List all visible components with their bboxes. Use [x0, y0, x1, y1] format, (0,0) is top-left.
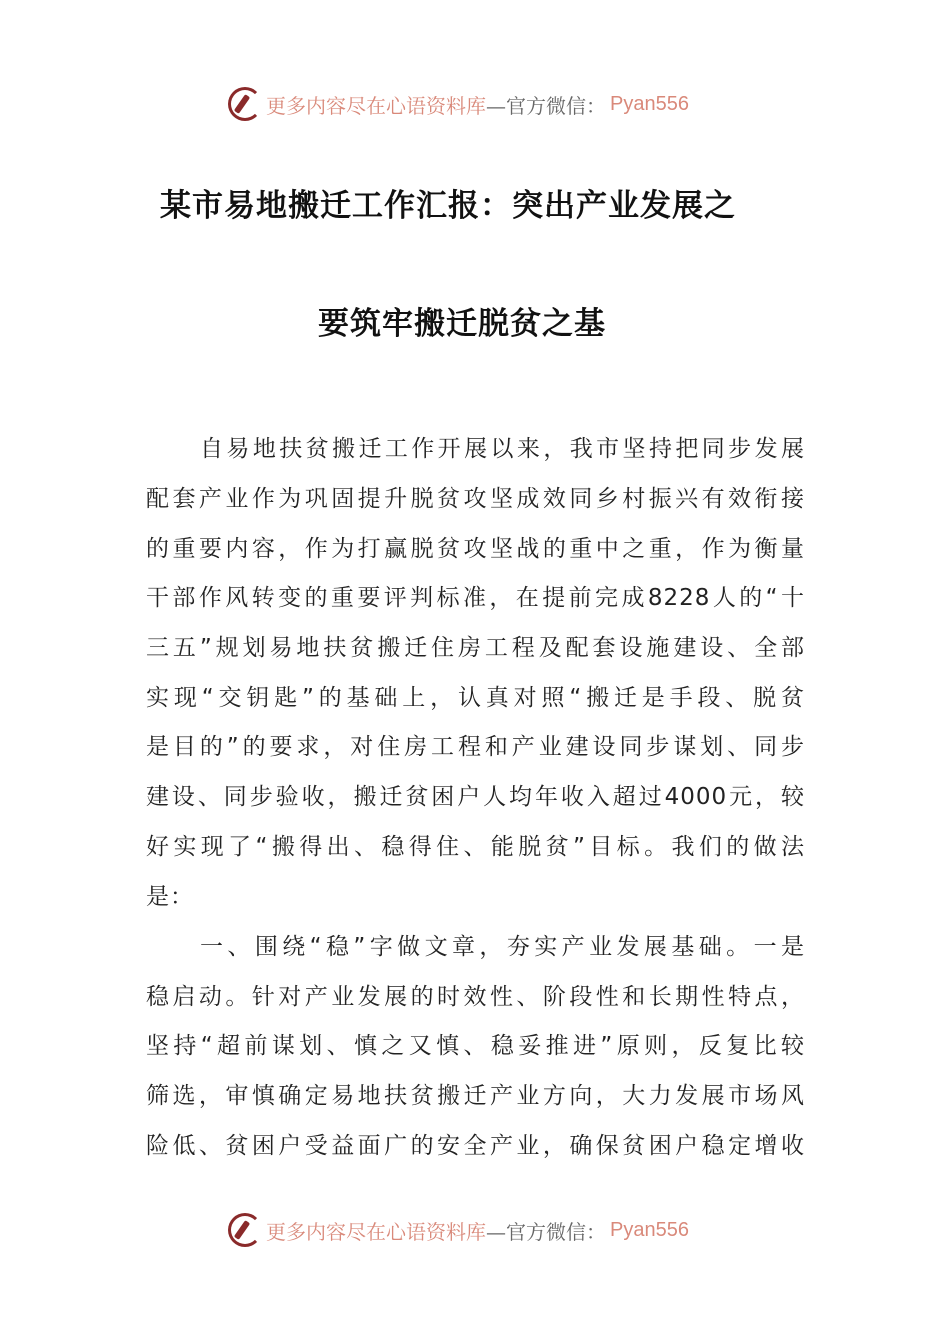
body-line: 筛选，审慎确定易地扶贫搬迁产业方向，大力发展市场风 — [146, 1083, 805, 1109]
watermark-header — [228, 86, 689, 122]
body-line: 一、围绕“稳”字做文章，夯实产业发展基础。一是 — [200, 934, 805, 960]
watermark-wechat-id: Pyan556 — [610, 1218, 689, 1241]
body-line: 是： — [146, 884, 194, 910]
body-line: 自易地扶贫搬迁工作开展以来，我市坚持把同步发展 — [200, 436, 805, 462]
watermark-footer — [228, 1212, 689, 1248]
body-line: 实现“交钥匙”的基础上，认真对照“搬迁是手段、脱贫 — [146, 685, 805, 711]
body-line: 好实现了“搬得出、稳得住、能脱贫”目标。我们的做法 — [146, 834, 805, 860]
body-line: 险低、贫困户受益面广的安全产业，确保贫困户稳定增收 — [146, 1133, 805, 1159]
body-line: 是目的”的要求，对住房工程和产业建设同步谋划、同步 — [146, 734, 805, 760]
watermark-text: 更多内容尽在心语资料库 — [266, 1219, 486, 1244]
quill-logo-icon — [228, 87, 262, 121]
body-line: 坚持“超前谋划、慎之又慎、稳妥推进”原则，反复比较 — [146, 1033, 805, 1059]
watermark-label: —官方微信： — [486, 1219, 606, 1244]
watermark-wechat-id: Pyan556 — [610, 92, 689, 115]
body-line: 稳启动。针对产业发展的时效性、阶段性和长期性特点， — [146, 984, 805, 1010]
watermark-text: 更多内容尽在心语资料库 — [266, 93, 486, 118]
body-line: 三五”规划易地扶贫搬迁住房工程及配套设施建设、全部 — [146, 635, 805, 661]
watermark-label: —官方微信： — [486, 93, 606, 118]
page-title-line-2: 要筑牢搬迁脱贫之基 — [318, 306, 606, 342]
body-line: 建设、同步验收，搬迁贫困户人均年收入超过4000元，较 — [146, 784, 805, 810]
quill-logo-icon — [228, 1213, 262, 1247]
body-line: 干部作风转变的重要评判标准，在提前完成8228人的“十 — [146, 585, 805, 611]
body-line: 的重要内容，作为打赢脱贫攻坚战的重中之重，作为衡量 — [146, 536, 805, 562]
page-title-line-1: 某市易地搬迁工作汇报：突出产业发展之 — [160, 188, 736, 224]
body-line: 配套产业作为巩固提升脱贫攻坚成效同乡村振兴有效衔接 — [146, 486, 805, 512]
